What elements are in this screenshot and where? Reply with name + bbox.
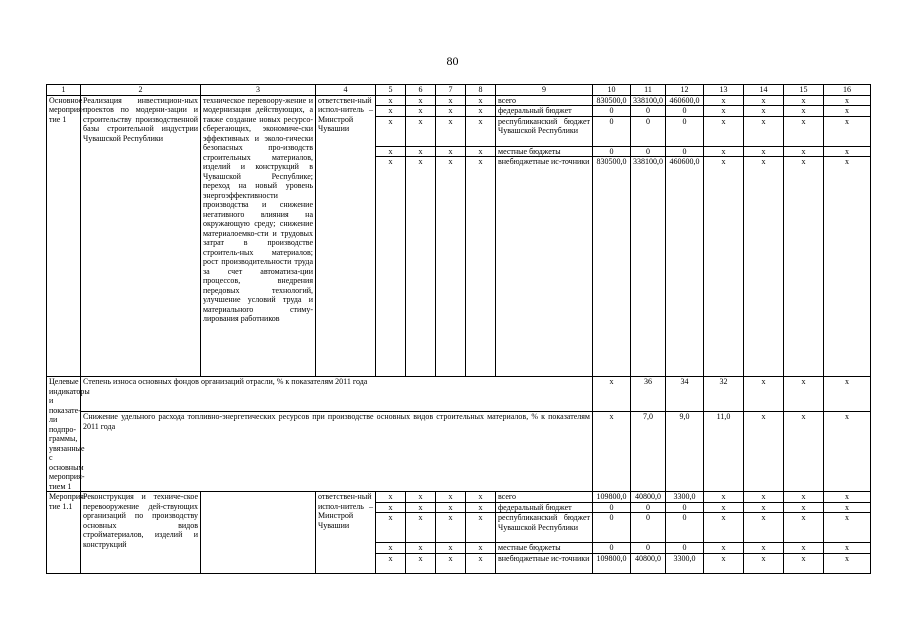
column-number: 3 [201,85,316,96]
x-mark: x [466,513,496,543]
funding-value: 338100,0 [631,95,666,106]
x-mark: x [466,106,496,117]
funding-source: внебюджетные ис-точники [496,553,593,573]
funding-value: 0 [631,146,666,157]
x-mark: x [406,146,436,157]
funding-source: местные бюджеты [496,543,593,554]
column-number: 16 [824,85,871,96]
column-number: 12 [666,85,704,96]
funding-value: 0 [631,543,666,554]
column-number: 11 [631,85,666,96]
x-mark: x [593,377,631,412]
main-event-1-description: Реализация инвестицион-ных проектов по модерни-зации и строительству производственной базы строительной индустрии Чувашской Республики [81,95,201,377]
funding-value: 0 [631,116,666,146]
x-mark: x [824,513,871,543]
indicator-value: 36 [631,377,666,412]
x-mark: x [824,412,871,492]
x-mark: x [744,513,784,543]
x-mark: x [784,116,824,146]
x-mark: x [744,553,784,573]
x-mark: x [406,157,436,377]
x-mark: x [406,513,436,543]
x-mark: x [466,492,496,503]
x-mark: x [376,502,406,513]
x-mark: x [704,543,744,554]
x-mark: x [466,502,496,513]
indicator-value: 32 [704,377,744,412]
indicator-value: 34 [666,377,704,412]
x-mark: x [436,543,466,554]
funding-value: 0 [666,513,704,543]
funding-value: 3300,0 [666,492,704,503]
x-mark: x [784,106,824,117]
x-mark: x [744,412,784,492]
x-mark: x [784,412,824,492]
funding-value: 460600,0 [666,157,704,377]
indicator-row [47,412,871,492]
x-mark: x [406,492,436,503]
funding-value: 40800,0 [631,492,666,503]
x-mark: x [744,377,784,412]
column-number: 14 [744,85,784,96]
x-mark: x [824,543,871,554]
x-mark: x [376,492,406,503]
x-mark: x [784,543,824,554]
x-mark: x [784,157,824,377]
x-mark: x [824,377,871,412]
funding-value: 0 [666,116,704,146]
funding-source: республиканский бюджет Чувашской Республики [496,513,593,543]
funding-source: местные бюджеты [496,146,593,157]
column-number: 4 [316,85,376,96]
x-mark: x [824,492,871,503]
column-number: 10 [593,85,631,96]
x-mark: x [744,492,784,503]
funding-value: 0 [666,146,704,157]
funding-value: 0 [593,116,631,146]
x-mark: x [466,95,496,106]
x-mark: x [436,492,466,503]
x-mark: x [406,543,436,554]
funding-source: федеральный бюджет [496,106,593,117]
funding-value: 0 [631,513,666,543]
column-number: 6 [406,85,436,96]
x-mark: x [704,157,744,377]
table-row [47,95,871,106]
main-event-1-results: техническое перевоору-жение и модернизация действующих, а также создание новых ресурсо-сберегающих, экономиче-ски эффективных и эколо-гически безопасных про-изводств строительных материалов, изделий и конструкций в Чувашской Республике; переход на новый уровень энергоэффективности производства и снижение негативного влияния на окружающую среду; снижение материалоемко-сти и трудовых затрат в производстве строитель-ных материалов; рост производительности труда за счет автоматиза-ции процессов, внедрения передовых технологий, улучшение условий труда и материального стиму-лирования работников [201,95,316,377]
x-mark: x [436,553,466,573]
x-mark: x [376,95,406,106]
event-1-1-description: Реконструкция и техниче-ское перевооружение дей-ствующих организаций по производству основных видов стройматериалов, изделий и конструкций [81,492,201,574]
main-event-1-name: Основное мероприя-тие 1 [47,95,81,377]
indicators-label: Целевые индикаторы и показате-ли подпро-граммы, увязанные с основным мероприя-тием 1 [47,377,81,492]
x-mark: x [376,513,406,543]
x-mark: x [824,157,871,377]
x-mark: x [466,116,496,146]
event-1-1-results [201,492,316,574]
indicator-value: 7,0 [631,412,666,492]
x-mark: x [436,116,466,146]
indicator-row [47,377,871,412]
funding-source: внебюджетные ис-точники [496,157,593,377]
x-mark: x [406,106,436,117]
indicator-value: 9,0 [666,412,704,492]
indicator-text: Степень износа основных фондов организаций отрасли, % к показателям 2011 года [81,377,593,412]
x-mark: x [376,553,406,573]
x-mark: x [824,502,871,513]
x-mark: x [704,116,744,146]
x-mark: x [436,106,466,117]
x-mark: x [824,106,871,117]
funding-value: 460600,0 [666,95,704,106]
funding-value: 0 [593,106,631,117]
x-mark: x [784,492,824,503]
funding-value: 0 [666,502,704,513]
x-mark: x [704,502,744,513]
x-mark: x [704,106,744,117]
x-mark: x [436,95,466,106]
column-number: 8 [466,85,496,96]
event-1-1-executor: ответствен-ный испол-нитель – Минстрой Чувашии [316,492,376,574]
funding-source: всего [496,95,593,106]
x-mark: x [744,116,784,146]
program-table [46,84,871,574]
header-row [47,85,871,96]
main-event-1-executor: ответствен-ный испол-нитель – Минстрой Чувашии [316,95,376,377]
x-mark: x [466,146,496,157]
funding-value: 0 [631,106,666,117]
x-mark: x [704,553,744,573]
x-mark: x [744,95,784,106]
x-mark: x [406,553,436,573]
x-mark: x [376,116,406,146]
column-number: 2 [81,85,201,96]
funding-value: 0 [593,502,631,513]
table-row [47,492,871,503]
x-mark: x [466,157,496,377]
funding-value: 0 [666,106,704,117]
x-mark: x [824,553,871,573]
column-number: 9 [496,85,593,96]
x-mark: x [784,377,824,412]
funding-value: 0 [593,543,631,554]
x-mark: x [784,502,824,513]
funding-value: 338100,0 [631,157,666,377]
x-mark: x [376,106,406,117]
x-mark: x [704,146,744,157]
event-1-1-name: Мероприя-тие 1.1 [47,492,81,574]
funding-value: 0 [593,513,631,543]
page-number: 80 [446,54,459,68]
funding-value: 0 [593,146,631,157]
indicator-text: Снижение удельного расхода топливно-энергетических ресурсов при производстве основных видов строительных материалов, % к показателям 2011 года [81,412,593,492]
x-mark: x [436,513,466,543]
funding-source: федеральный бюджет [496,502,593,513]
funding-source: всего [496,492,593,503]
x-mark: x [593,412,631,492]
x-mark: x [376,543,406,554]
column-number: 13 [704,85,744,96]
funding-value: 0 [631,502,666,513]
funding-value: 830500,0 [593,157,631,377]
x-mark: x [704,492,744,503]
funding-value: 109800,0 [593,492,631,503]
x-mark: x [406,95,436,106]
funding-value: 830500,0 [593,95,631,106]
x-mark: x [744,106,784,117]
x-mark: x [784,553,824,573]
x-mark: x [376,146,406,157]
x-mark: x [436,146,466,157]
funding-value: 40800,0 [631,553,666,573]
column-number: 7 [436,85,466,96]
x-mark: x [824,95,871,106]
x-mark: x [744,157,784,377]
x-mark: x [406,502,436,513]
x-mark: x [436,157,466,377]
x-mark: x [784,146,824,157]
x-mark: x [824,146,871,157]
indicator-value: 11,0 [704,412,744,492]
x-mark: x [784,95,824,106]
funding-value: 3300,0 [666,553,704,573]
x-mark: x [466,553,496,573]
x-mark: x [784,513,824,543]
column-number: 15 [784,85,824,96]
column-number: 1 [47,85,81,96]
x-mark: x [704,513,744,543]
column-number: 5 [376,85,406,96]
x-mark: x [376,157,406,377]
x-mark: x [744,543,784,554]
funding-value: 109800,0 [593,553,631,573]
funding-source: республиканский бюджет Чувашской Республики [496,116,593,146]
x-mark: x [406,116,436,146]
x-mark: x [466,543,496,554]
x-mark: x [744,502,784,513]
x-mark: x [436,502,466,513]
x-mark: x [744,146,784,157]
x-mark: x [824,116,871,146]
funding-value: 0 [666,543,704,554]
x-mark: x [704,95,744,106]
